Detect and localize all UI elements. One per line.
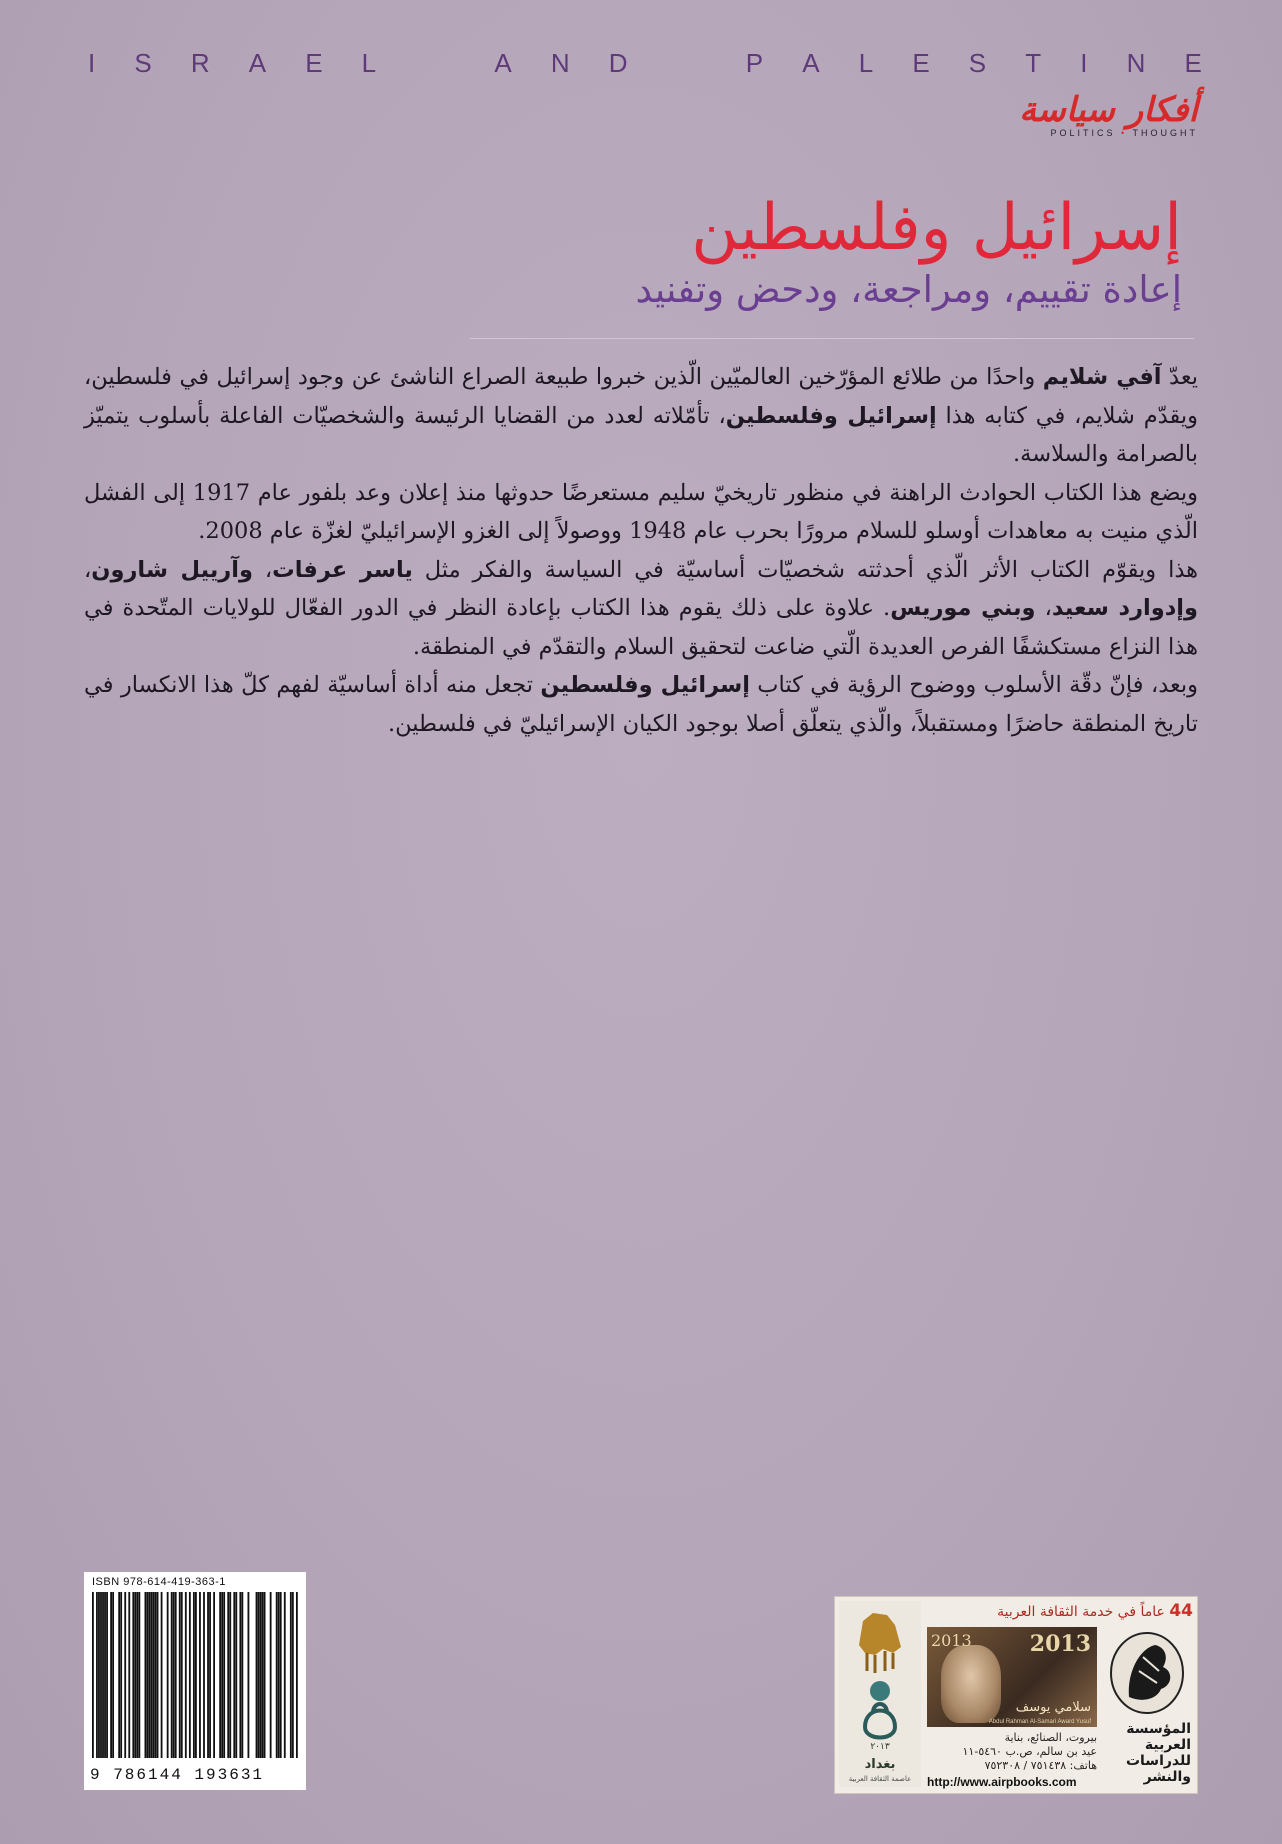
barcode-bar [203, 1592, 205, 1758]
barcode-bar [112, 1592, 114, 1758]
barcode-bar [136, 1592, 138, 1758]
blurb-text-run: وبعد، فإنّ دقّة الأسلوب ووضوح الرؤية في كتاب [749, 672, 1198, 698]
barcode-bar [138, 1592, 140, 1758]
barcode-bar [98, 1592, 100, 1758]
award-person-subtitle: Abdul Rahman Al-Samari Award Yusuf [988, 1719, 1091, 1725]
isbn-digits: 9 786144 193631 [90, 1766, 265, 1784]
blurb-bold-name: وإدوارد سعيد [1051, 595, 1198, 621]
award-year: 2013 [1029, 1631, 1091, 1657]
anniversary-number: 44 [1169, 1601, 1193, 1621]
blurb-bold-name: إسرائيل وفلسطين [540, 672, 750, 698]
barcode-bar [290, 1592, 292, 1758]
barcode-bar [235, 1592, 237, 1758]
award-photo [927, 1627, 1097, 1727]
series-title-letter: L [361, 48, 377, 78]
series-title-letter: D [608, 48, 628, 78]
publisher-url: http://www.airpbooks.com [927, 1775, 1077, 1789]
series-title-letter: S [968, 48, 987, 78]
barcode-bar [207, 1592, 209, 1758]
series-title-letter: E [305, 48, 323, 78]
blurb-text-run: ، [84, 556, 92, 583]
series-title-letter: N [550, 48, 570, 78]
blurb-bold-name: وبني موريس [890, 595, 1036, 621]
series-title-letter: E [912, 48, 930, 78]
lamassu-icon [853, 1609, 907, 1749]
series-title-gap [667, 48, 707, 79]
barcode-bar [134, 1592, 136, 1758]
blurb-bold-name: إسرائيل وفلسطين [725, 402, 937, 429]
barcode-bar [155, 1592, 157, 1758]
barcode-bar [124, 1592, 126, 1758]
address-line-3: هاتف: ٧٥١٤٣٨ / ٧٥٢٣٠٨ [984, 1759, 1097, 1772]
brand-tagline-dot: • [1121, 128, 1128, 138]
blurb-paragraph-2 [84, 474, 1198, 551]
barcode-bar [278, 1592, 280, 1758]
barcode-bar [221, 1592, 223, 1758]
barcode-bar [296, 1592, 298, 1758]
publisher-badge [834, 1596, 1198, 1794]
barcode-bar [104, 1592, 106, 1758]
brand-tagline-right: THOUGHT [1132, 128, 1198, 138]
series-title-gap [415, 48, 455, 79]
barcode-bar [219, 1592, 221, 1758]
barcode-bar [132, 1592, 134, 1758]
barcode-bar [209, 1592, 211, 1758]
barcode-bar [199, 1592, 201, 1758]
barcode-bar [241, 1592, 243, 1758]
baghdad-capital-panel [839, 1601, 921, 1787]
barcode-bar [239, 1592, 241, 1758]
barcode-bar [276, 1592, 278, 1758]
blurb-text-run: تجعل منه أداة أساسيّة لفهم كلّ هذا الانكسار في تاريخ المنطقة حاضرًا ومستقبلاً، والّذي يتعلّق أصلا بوجود الكيان الإسرائيليّ في فلسطين. [84, 672, 1198, 737]
barcode-bar [147, 1592, 149, 1758]
barcode-bar [120, 1592, 122, 1758]
publisher-address [927, 1731, 1097, 1773]
barcode-bar [270, 1592, 272, 1758]
blurb-text-run: ، [1035, 595, 1052, 621]
book-subtitle: إعادة تقييم، ومراجعة، ودحض وتفنيد [635, 268, 1182, 311]
barcode-bar [96, 1592, 98, 1758]
blurb-text-run: ، [252, 556, 273, 583]
barcode-bar [248, 1592, 250, 1758]
address-line-2: عيد بن سالم، ص.ب ٥٤٦٠-١١ [962, 1745, 1097, 1758]
barcode-bar [189, 1592, 191, 1758]
series-title-letter: R [190, 48, 210, 78]
isbn-barcode [84, 1572, 306, 1790]
barcode-bar [100, 1592, 102, 1758]
barcode-bar [258, 1592, 260, 1758]
barcode-bars [92, 1592, 298, 1762]
barcode-bar [181, 1592, 183, 1758]
blurb-text-run: ويضع هذا الكتاب الحوادث الراهنة في منظور تاريخيّ سليم مستعرضًا حدوثها منذ إعلان وعد بلفور عام 1917 إلى الفشل الّذي منيت به معاهدات أوسلو للسلام مرورًا بحرب عام 1948 ووصولاً إلى الغزو الإسرائيليّ لغزّة عام 2008. [84, 479, 1199, 544]
blurb-paragraph-3 [84, 551, 1198, 667]
barcode-bar [284, 1592, 286, 1758]
blurb-bold-name: آفي شلايم [1042, 364, 1162, 390]
award-year-left: 2013 [931, 1631, 972, 1650]
barcode-bar [153, 1592, 155, 1758]
barcode-bar [106, 1592, 108, 1758]
barcode-bar [179, 1592, 181, 1758]
barcode-bar [227, 1592, 229, 1758]
series-title-letter: A [494, 48, 512, 78]
barcode-bar [185, 1592, 187, 1758]
barcode-bar [260, 1592, 262, 1758]
barcode-bar [256, 1592, 258, 1758]
baghdad-label: بغداد [864, 1757, 896, 1772]
barcode-bar [229, 1592, 231, 1758]
barcode-bar [223, 1592, 225, 1758]
title-divider [470, 338, 1194, 339]
publisher-anniversary-banner [927, 1601, 1193, 1623]
barcode-bar [193, 1592, 195, 1758]
series-title-letter: L [858, 48, 874, 78]
series-title-letter: A [802, 48, 820, 78]
barcode-bar [175, 1592, 177, 1758]
blurb-text-run: ، تأمّلاته لعدد من القضايا الرئيسة والشخصيّات الفاعلة بأسلوب يتميّز بالصرامة والسلاسة. [84, 402, 1198, 467]
blurb-text-run: . علاوة على ذلك يقوم هذا الكتاب بإعادة النظر في الدور الفعّال للولايات المتّحدة في هذا النزاع مستكشفًا الفرص العديدة الّتي ضاعت لتحقيق السلام والتقدّم في المنطقة. [84, 595, 1198, 660]
award-person-name: سلامي يوسف [1015, 1700, 1091, 1715]
blurb-bold-name: وآرييل شارون [91, 556, 253, 583]
blurb-paragraph-4 [84, 666, 1198, 743]
book-title: إسرائيل وفلسطين [691, 191, 1182, 265]
blurb-text-run: واحدًا من طلائع المؤرّخين العالميّين الّذين خبروا طبيعة الصراع الناشئ عن وجود إسرائيل في فلسطين، ويقدّم شلايم، في كتابه هذا [84, 364, 1198, 429]
series-title-letter: S [134, 48, 152, 78]
barcode-bar [102, 1592, 104, 1758]
barcode-bar [118, 1592, 120, 1758]
barcode-bar [264, 1592, 266, 1758]
barcode-bar [92, 1592, 94, 1758]
barcode-bar [167, 1592, 169, 1758]
series-title [88, 48, 1202, 79]
blurb-paragraph-1 [84, 358, 1198, 474]
barcode-bar [213, 1592, 215, 1758]
barcode-bar [161, 1592, 163, 1758]
publisher-emblem-icon [1103, 1627, 1191, 1717]
blurb-text-run: هذا ويقوّم الكتاب الأثر الّذي أحدثته شخصيّات أساسيّة في السياسة والفكر مثل [412, 556, 1198, 583]
series-title-letter: A [248, 48, 267, 78]
barcode-bar [110, 1592, 112, 1758]
barcode-bar [157, 1592, 159, 1758]
barcode-bar [233, 1592, 235, 1758]
blurb-bold-name: ياسر عرفات [272, 556, 413, 583]
address-line-1: بيروت، الصنائع، بناية [1004, 1731, 1097, 1744]
anniversary-text: عاماً في خدمة الثقافة العربية [997, 1604, 1165, 1620]
barcode-bar [151, 1592, 153, 1758]
brand-logo: أفكار سياسة [1019, 90, 1198, 130]
barcode-bar [173, 1592, 175, 1758]
series-title-letter: T [1025, 48, 1042, 78]
series-title-letter: I [88, 48, 96, 78]
blurb-text [84, 358, 1198, 743]
series-title-letter: N [1126, 48, 1146, 78]
barcode-bar [145, 1592, 147, 1758]
barcode-bar [262, 1592, 264, 1758]
baghdad-sub-label: عاصمة الثقافة العربية [848, 1775, 912, 1783]
barcode-bar [292, 1592, 294, 1758]
publisher-name: المؤسسة العربية للدراسات والنشر [1125, 1721, 1191, 1785]
barcode-bar [171, 1592, 173, 1758]
publisher-brand [1019, 90, 1198, 138]
series-title-letter: P [745, 48, 764, 78]
baghdad-year: ٢٠١٣ [870, 1742, 890, 1749]
barcode-bar [128, 1592, 130, 1758]
brand-tagline-left: POLITICS [1050, 128, 1116, 138]
barcode-bar [149, 1592, 151, 1758]
isbn-label: ISBN 978-614-419-363-1 [92, 1576, 226, 1588]
barcode-bar [195, 1592, 197, 1758]
portrait-photo [941, 1645, 1001, 1723]
series-title-letter: I [1080, 48, 1088, 78]
blurb-text-run: يعدّ [1161, 364, 1198, 390]
series-title-letter: E [1184, 48, 1202, 78]
barcode-bar [280, 1592, 282, 1758]
